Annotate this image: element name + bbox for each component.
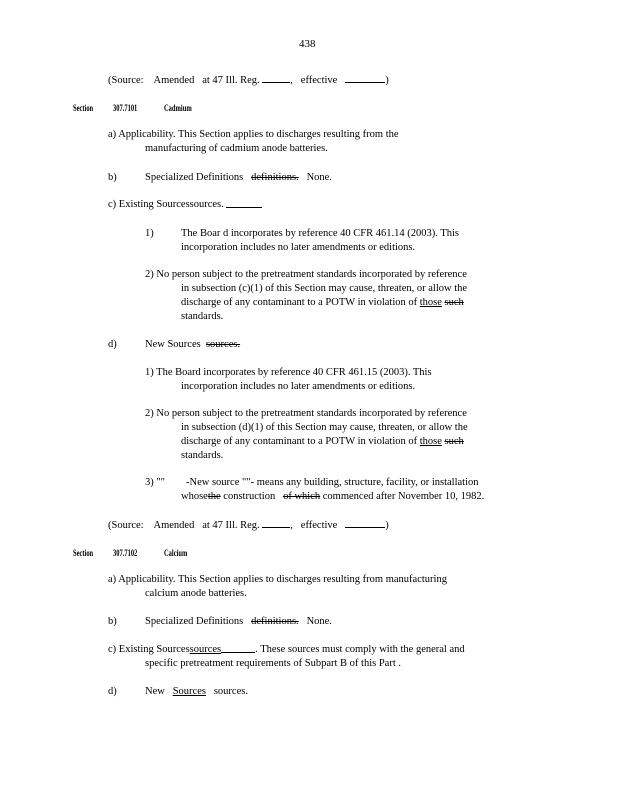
subsection-b-marker: b)	[108, 616, 117, 627]
item-d1-line2: incorporation includes no later amendments or editions.	[181, 381, 416, 392]
deleted-text: such	[444, 436, 464, 447]
deleted-text: sources.	[205, 339, 241, 350]
deleted-text: definitions.	[251, 172, 299, 183]
item-c2-line4: standards.	[181, 311, 224, 322]
inserted-text: those	[419, 436, 442, 447]
page-number: 438	[299, 38, 316, 50]
item-d1-line1: 1) The Board incorporates by reference 40 CFR 461.15 (2003). This	[145, 367, 432, 378]
source-note: (Source: Amended at 47 Ill. Reg. , effective )	[108, 75, 389, 86]
subsection-c-line1: c) Existing Sourcessources . These sources must comply with the general and	[108, 644, 465, 655]
inserted-text: those	[419, 297, 442, 308]
blank-field	[262, 518, 290, 528]
item-c1-line2: incorporation includes no later amendments or editions.	[181, 242, 416, 253]
subsection-d-marker: d)	[108, 686, 117, 697]
deleted-text: the	[207, 491, 221, 502]
subsection-c-line: c) Existing Sourcessources.	[108, 198, 262, 212]
item-d2-line4: standards.	[181, 450, 224, 461]
blank-field	[262, 73, 290, 83]
subsection-c-line2: specific pretreatment requirements of Subpart B of this Part .	[145, 658, 402, 669]
subsection-a-line2: manufacturing of cadmium anode batteries.	[145, 143, 328, 154]
section-number: 307.7102	[113, 548, 138, 558]
section-title: Calcium	[164, 548, 188, 558]
blank-field	[345, 518, 385, 528]
source-note: (Source: Amended at 47 Ill. Reg. , effective )	[108, 520, 389, 531]
subsection-d-text: New Sources sources.	[145, 339, 241, 350]
item-c2-line2: in subsection (c)(1) of this Section may cause, threaten, or allow the	[181, 283, 468, 294]
item-d3-marker: 3) ""	[145, 477, 165, 488]
subsection-d-text: New Sources sources.	[145, 686, 248, 697]
subsection-b-text: Specialized Definitions definitions. None.	[145, 172, 332, 183]
subsection-b-marker: b)	[108, 172, 117, 183]
item-c2-line1: 2) No person subject to the pretreatment standards incorporated by reference	[145, 269, 467, 280]
deleted-text: such	[444, 297, 464, 308]
item-c1-marker: 1)	[145, 228, 154, 239]
subsection-a-line1: a) Applicability. This Section applies to discharges resulting from manufacturing	[108, 574, 447, 585]
blank-field	[345, 73, 385, 83]
section-label: Section	[73, 548, 94, 558]
item-d3-line1: -New source ""- means any building, structure, facility, or installation	[186, 477, 479, 488]
deleted-text: definitions.	[251, 616, 299, 627]
subsection-d-marker: d)	[108, 339, 117, 350]
item-d2-line2: in subsection (d)(1) of this Section may cause, threaten, or allow the	[181, 422, 468, 433]
deleted-text: of which	[283, 491, 321, 502]
inserted-text: Sources	[172, 686, 206, 697]
subsection-b-text: Specialized Definitions definitions. None.	[145, 616, 332, 627]
item-c1-line1: The Boar d incorporates by reference 40 CFR 461.14 (2003). This	[181, 228, 459, 239]
subsection-a-line1: a) Applicability. This Section applies to discharges resulting from the	[108, 129, 399, 140]
deletion-rule	[226, 202, 262, 208]
item-d2-line3: discharge of any contaminant to a POTW in violation of those such	[181, 436, 464, 447]
section-number: 307.7101	[113, 103, 138, 113]
inserted-text: sources	[189, 644, 222, 655]
item-d2-line1: 2) No person subject to the pretreatment standards incorporated by reference	[145, 408, 467, 419]
item-c2-line3: discharge of any contaminant to a POTW in violation of those such	[181, 297, 464, 308]
deletion-rule	[221, 647, 255, 653]
section-title: Cadmium	[164, 103, 192, 113]
subsection-a-line2: calcium anode batteries.	[145, 588, 247, 599]
item-d3-line2: whosethe construction of which commenced after November 10, 1982.	[181, 491, 485, 502]
section-label: Section	[73, 103, 94, 113]
